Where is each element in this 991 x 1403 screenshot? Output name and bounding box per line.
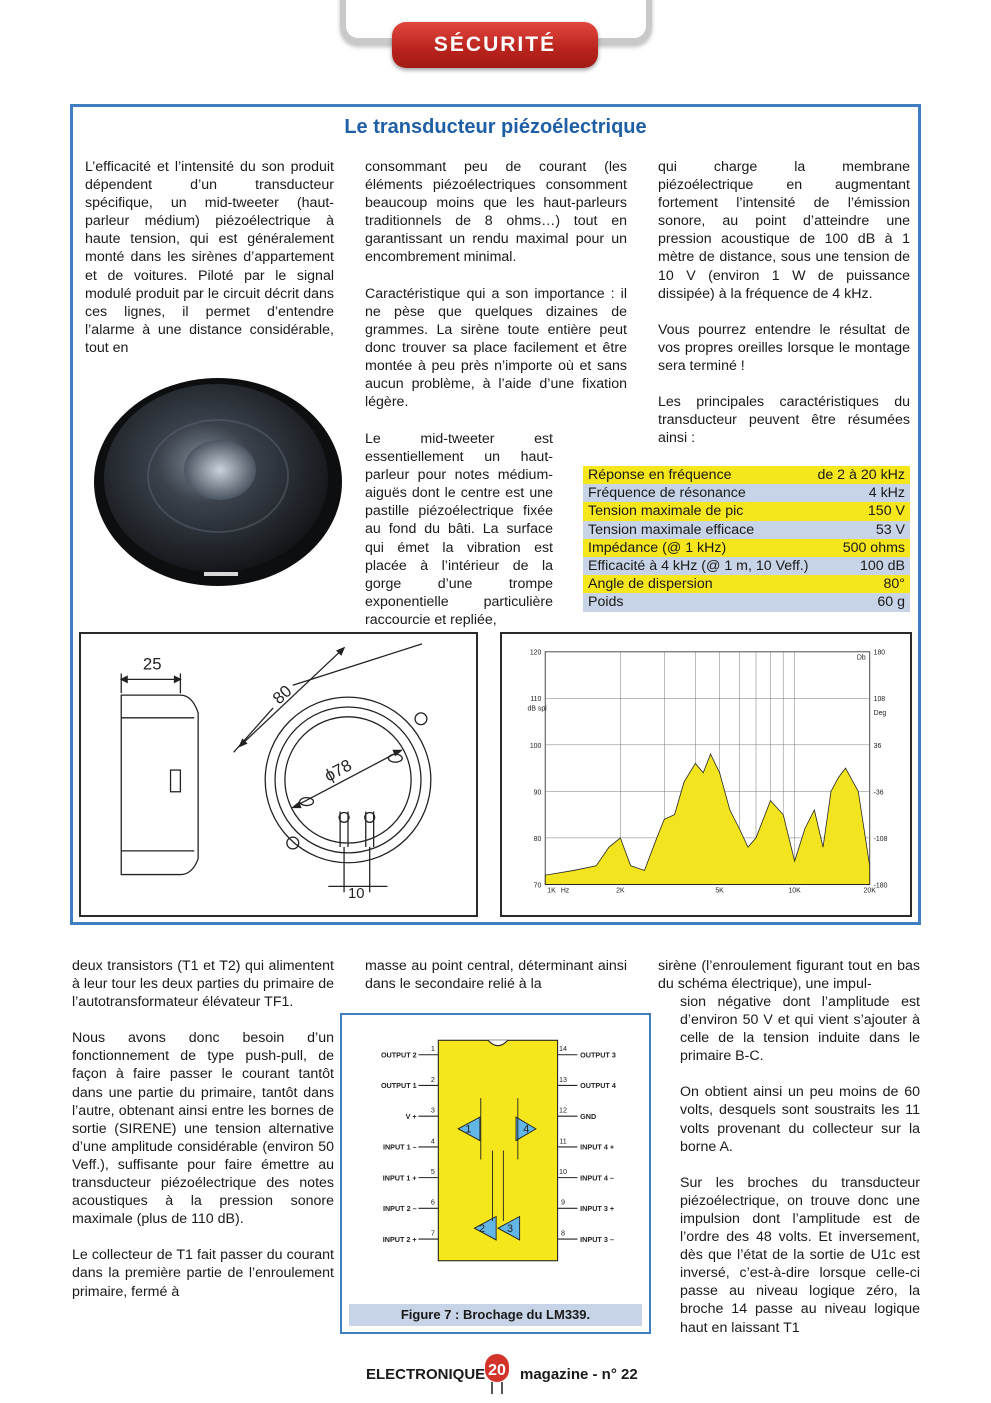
body-column-3 (680, 993, 920, 1355)
spec-label: Fréquence de résonance (588, 485, 746, 502)
pin-number: 8 (560, 1228, 566, 1238)
paragraph: Le mid-tweeter est essentiellement un haut-parleur pour notes médium-aiguës dont le centre est une pastille piézoélectrique fixée au fond du bâti. La surface qui émet la vibration est placée à l’intérieur de la gorge d’une trompe exponentielle particulière raccourcie et repliée, (365, 431, 553, 628)
x-tick-label: 10K (788, 887, 801, 895)
dim-pins-label: 10 (348, 886, 365, 903)
pin-name: V + (405, 1111, 417, 1121)
spec-label: Angle de dispersion (588, 576, 713, 593)
transducer-photo (86, 372, 348, 590)
x-tick-label: 2K (616, 887, 625, 895)
y2-tick-label: 108 (873, 696, 886, 704)
spec-label: Tension maximale de pic (588, 503, 744, 520)
spec-row (583, 593, 910, 611)
y2-axis-unit: Deg (873, 710, 887, 718)
pin-name: GND (580, 1111, 597, 1121)
spec-row (583, 521, 910, 539)
pin-number: 3 (430, 1105, 435, 1115)
x-tick-label: 20K (863, 887, 876, 895)
page-number: 20 (488, 1362, 506, 1379)
spec-label: Tension maximale efficace (588, 521, 755, 538)
pin-name: INPUT 3 – (580, 1234, 614, 1244)
chart-corner-label: Db (856, 654, 866, 662)
pin-number: 13 (558, 1074, 568, 1084)
y-tick-label: 100 (529, 742, 542, 750)
pin-number: 6 (430, 1197, 435, 1207)
pin-name: OUTPUT 2 (380, 1050, 417, 1060)
spec-row (583, 502, 910, 520)
spec-row (583, 539, 910, 557)
y-tick-label: 80 (533, 835, 542, 843)
spec-value: 500 ohms (842, 539, 905, 556)
pin-number: 12 (558, 1105, 568, 1115)
y-tick-label: 110 (530, 696, 542, 704)
paragraph: qui charge la membrane piézoélectrique en augmentant fortement l’intensité de l’émission sonore, au point d’atteindre une pression acoustique de 100 dB à 1 mètre de distance, sous une tension de 10 V (environ 1 W de puissance dissipée) à la fréquence de 4 kHz. (658, 159, 910, 302)
paragraph: Le collecteur de T1 fait passer du courant dans la première partie de l’enroulement primaire, fermé à (72, 1247, 334, 1300)
spec-row (583, 557, 910, 575)
spec-value: 60 g (877, 594, 905, 611)
y2-tick-label: -180 (873, 882, 888, 890)
x-tick-label: Hz (560, 887, 570, 895)
pin-name: INPUT 3 + (580, 1204, 615, 1214)
y2-tick-label: 36 (873, 742, 882, 750)
pin-number: 9 (560, 1197, 566, 1207)
paragraph: deux transistors (T1 et T2) qui alimentent à leur tour les deux parties du primaire de l’autotransformateur élévateur TF1. (72, 958, 334, 1011)
spec-label: Réponse en fréquence (588, 467, 732, 483)
box-title: Le transducteur piézoélectrique (344, 116, 647, 138)
section-badge: SÉCURITÉ (392, 22, 598, 68)
paragraph: L’efficacité et l’intensité du son produit dépendent d’un transducteur spécifique, un mid-tweeter (haut-parleur médium) piézoélectrique à haute tension, qui est généralement monté dans les sirènes d’appartement et de voitures. Piloté par le signal modulé produit par le circuit décrit dans ces lignes, il permet d’entendre l’alarme à une distance considérable, tout en (85, 159, 334, 356)
spec-value: 4 kHz (868, 485, 905, 502)
page-footer (0, 1362, 991, 1392)
spec-value: 150 V (867, 503, 905, 520)
comparator-number: 4 (523, 1123, 530, 1136)
body-column-1 (72, 957, 334, 1319)
paragraph: sirène (l’enroulement figurant tout en bas du schéma électrique), une impul- (658, 958, 920, 993)
x-tick-label: 5K (715, 887, 724, 895)
paragraph: consommant peu de courant (les éléments piézoélectriques consomment beaucoup moins que les haut-parleurs traditionnels de 8 ohms…) tout en garantissant un rendu maximal pour un encombrement minimal. (365, 159, 627, 266)
pin-name: INPUT 1 + (382, 1173, 417, 1183)
spec-value: 53 V (875, 521, 905, 538)
box-column-2-para3 (365, 430, 553, 647)
y-axis-unit: dB spl (527, 705, 547, 713)
y-tick-label: 70 (533, 882, 542, 890)
lm339-pinout (342, 1015, 653, 1305)
frequency-response-chart (500, 632, 912, 917)
pin-number: 1 (430, 1044, 435, 1054)
spec-row (583, 484, 910, 502)
pin-name: INPUT 2 – (382, 1204, 417, 1214)
page-number-led (482, 1352, 512, 1394)
pin-number: 14 (558, 1044, 568, 1054)
pin-number: 2 (430, 1074, 435, 1084)
pin-name: INPUT 1 – (382, 1142, 417, 1152)
pin-name: INPUT 4 + (580, 1142, 615, 1152)
box-column-1 (85, 158, 334, 375)
spec-label: Impédance (@ 1 kHz) (588, 539, 727, 556)
paragraph: Sur les broches du transducteur piézoélectrique, on trouve donc une impulsion dont l’amplitude est de l’ordre des 48 volts. Et inversement, dès que l’état de la sortie de U1c est inversé, c’est-à-dire lorsque celle-ci passe au niveau logique zéro, la broche 14 passe au niveau logique haut en laissant T1 (680, 1174, 920, 1336)
figure-7 (340, 1013, 651, 1334)
box-column-2 (365, 158, 627, 429)
pin-name: INPUT 2 + (382, 1234, 417, 1244)
pin-name: OUTPUT 3 (580, 1050, 616, 1060)
spec-label: Poids (588, 594, 624, 611)
comparator-number: 3 (506, 1222, 514, 1235)
pin-number: 5 (430, 1167, 435, 1177)
spec-table (583, 466, 910, 612)
spec-row (583, 575, 910, 593)
pin-number: 11 (559, 1136, 567, 1146)
y2-tick-label: -108 (873, 835, 888, 843)
paragraph: Les principales caractéristiques du transducteur peuvent être résumées ainsi : (658, 394, 910, 447)
dim-inner-label: ϕ78 (321, 755, 355, 786)
spec-value: 80° (883, 576, 905, 593)
pin-number: 10 (558, 1167, 568, 1177)
figure-caption: Figure 7 : Brochage du LM339. (349, 1304, 642, 1326)
paragraph: On obtient ainsi un peu moins de 60 volts, desquels sont soustraits les 11 volts provenant du collecteur sur la borne A. (680, 1084, 920, 1155)
comparator-number: 1 (465, 1123, 472, 1136)
paragraph: Nous avons donc besoin d’un fonctionnement de type push-pull, de façon à faire passer le courant tantôt dans une partie du primaire, tantôt dans l’autre, obtenant ainsi entre les bornes de sortie (SIRENE) une tension alternative d’une amplitude considérable (environ 50 Veff.), suffisante pour faire émettre au transducteur piézoélectrique des notes acoustiques à la pression sonore maximale (plus de 110 dB). (72, 1030, 334, 1228)
pin-name: INPUT 4 – (580, 1173, 614, 1183)
pin-number: 4 (430, 1136, 435, 1146)
y2-tick-label: -36 (873, 789, 884, 797)
paragraph: masse au point central, déterminant ainsi dans le secondaire relié à la (365, 958, 627, 993)
pin-name: OUTPUT 1 (380, 1081, 417, 1091)
x-tick-label: 1K (547, 887, 556, 895)
spec-value: 100 dB (860, 557, 905, 574)
y2-tick-label: 180 (873, 649, 886, 657)
footer-issue: magazine - n° 22 (520, 1366, 638, 1383)
pin-number: 7 (430, 1228, 435, 1238)
dimension-drawing (79, 632, 478, 917)
body-column-2 (365, 957, 627, 1011)
y-tick-label: 120 (529, 649, 542, 657)
spec-value: de 2 à 20 kHz (817, 467, 905, 483)
paragraph: Caractéristique qui a son importance : il ne pèse que quelques dizaines de grammes. La sirène toute entière peut donc trouver sa place facilement et être montée à peu près n’importe où et sans aucun problème, à l’aide d’une fixation légère. (365, 285, 627, 411)
dim-width-label: 25 (142, 654, 162, 674)
spec-label: Efficacité à 4 kHz (@ 1 m, 10 Veff.) (588, 557, 809, 574)
y-tick-label: 90 (533, 789, 542, 797)
dim-diameter-label: 80 (268, 681, 296, 708)
box-column-3 (658, 158, 910, 465)
paragraph: Vous pourrez entendre le résultat de vos propres oreilles lorsque le montage sera terminé ! (658, 321, 910, 374)
paragraph: sion négative dont l’amplitude est d’environ 50 V et qui vient s’ajouter à celle de la tension induite dans le primaire B-C. (680, 994, 920, 1065)
comparator-number: 2 (478, 1222, 486, 1235)
footer-magazine-name: ELECTRONIQUE (366, 1366, 486, 1383)
spec-row (583, 466, 910, 484)
pin-name: OUTPUT 4 (580, 1081, 616, 1091)
